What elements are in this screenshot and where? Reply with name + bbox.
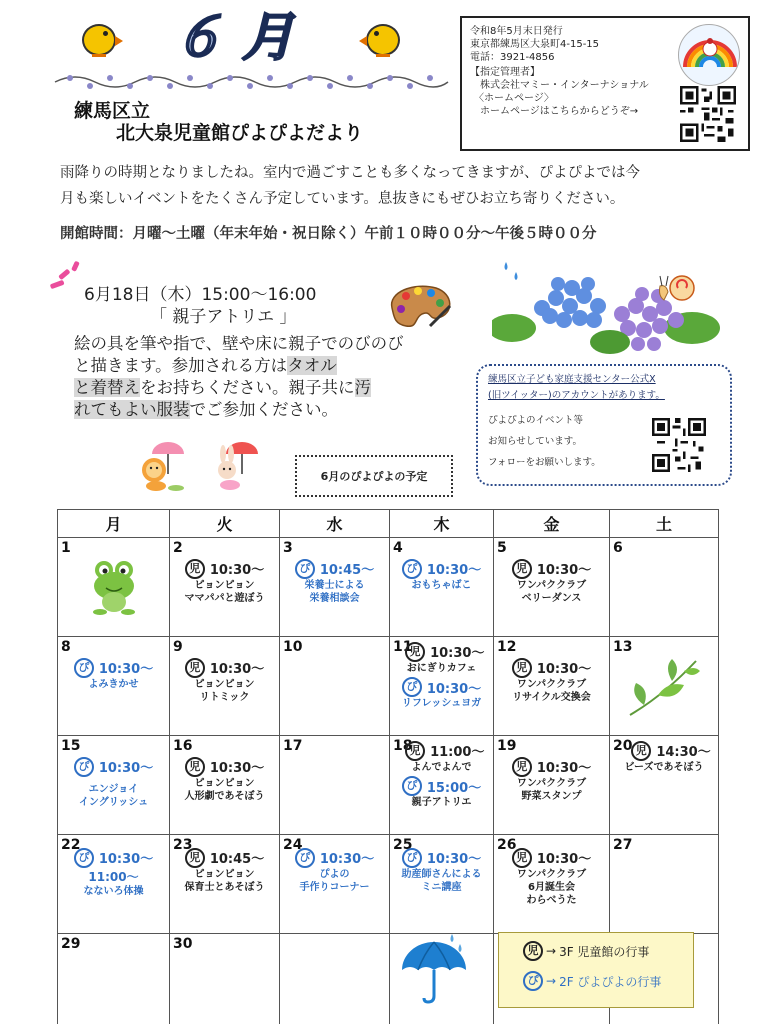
day-number: 16 <box>173 738 193 754</box>
legend-piyopiyo-text: 2F ぴよぴよの行事 <box>559 974 662 989</box>
event-name-2: ミニ講座 <box>421 881 462 893</box>
event-time: 10:30～ <box>98 761 154 776</box>
event-entry <box>61 657 166 678</box>
event-desc-highlight-dirty: 汚 <box>354 378 371 397</box>
day-number: 5 <box>497 540 507 556</box>
event-time: 14:30～ <box>656 745 711 760</box>
event-desc-highlight-towel: タオル <box>287 356 337 375</box>
event-entry <box>61 847 166 868</box>
day-cell-26 <box>494 835 610 934</box>
day-cell-12 <box>494 637 610 736</box>
day-number: 25 <box>393 837 413 853</box>
day-number: 26 <box>497 837 517 853</box>
x-box-title1: 練馬区立子ども家庭支援センター公式X <box>488 374 656 385</box>
jidokan-badge-icon: 児 <box>631 741 651 761</box>
event-time: 15:00～ <box>426 780 482 796</box>
day-number: 8 <box>61 639 71 655</box>
event-time: 10:30～ <box>209 662 265 677</box>
jidokan-badge-icon: 児 <box>405 642 425 662</box>
day-number: 15 <box>61 738 81 754</box>
jidokan-badge-icon: 児 <box>405 741 425 761</box>
event-description <box>74 333 420 421</box>
piyopiyo-badge-icon: ぴ <box>295 848 315 868</box>
intro-line2: 月も楽しいイベントをたくさん予定しています。息抜きにもぜひお立ち寄りください。 <box>60 191 625 207</box>
event-time: 10:30～ <box>98 662 154 677</box>
event-name-2: イングリッシュ <box>78 796 149 808</box>
event-desc-c: をお持ちください。親子共に <box>140 378 355 397</box>
calendar-week-3 <box>58 736 719 835</box>
event-name: ワンパククラブ <box>516 777 587 789</box>
homepage-link[interactable]: ホームページはこちらからどうぞ→ <box>480 106 639 117</box>
day-cell-18 <box>390 736 494 835</box>
event-name-3: わらべうた <box>526 894 577 906</box>
day-cell-29 <box>58 934 170 1024</box>
day-number: 24 <box>283 837 303 853</box>
event-time: 10:30～ <box>319 852 375 867</box>
accent-marks <box>48 260 88 300</box>
event-name-2: リトミック <box>199 691 250 703</box>
event-name: よみきかせ <box>88 678 139 690</box>
event-time: 10:30～ <box>209 563 265 578</box>
event-name: 助産師さんによる <box>401 868 482 880</box>
day-number: 20 <box>613 738 633 754</box>
piyopiyo-badge-icon: ぴ <box>402 677 422 697</box>
org-line1: 練馬区立 <box>74 100 151 122</box>
day-number: 12 <box>497 639 517 655</box>
event-name-2: ベリーダンス <box>521 592 582 604</box>
event-name: おもちゃばこ <box>411 579 472 591</box>
event-name: よんでよんで <box>411 761 472 773</box>
legend <box>498 932 694 1008</box>
day-number: 6 <box>613 540 623 556</box>
event-time: 10:30～ <box>430 646 485 661</box>
event-desc-a: 絵の具を筆や指で、壁や床に親子でのび <box>74 334 371 353</box>
hydrangea-illustration <box>492 258 722 358</box>
day-cell-4 <box>390 538 494 637</box>
event-desc-b: のびと描きます。参加される方は <box>74 334 404 375</box>
event-name-2: 野菜スタンプ <box>521 790 582 802</box>
calendar-week-4 <box>58 835 719 934</box>
event-time: 10:30～ <box>536 761 592 776</box>
paint-palette-icon <box>384 280 456 330</box>
day-cell-6 <box>610 538 719 637</box>
day-number: 22 <box>61 837 81 853</box>
event-entry-2 <box>393 677 490 698</box>
event-entry <box>497 558 606 579</box>
homepage-qr-code[interactable] <box>680 86 736 142</box>
day-number: 18 <box>393 738 413 754</box>
event-time-2: 11:00～ <box>88 869 139 884</box>
event-entry <box>173 847 276 868</box>
event-name: なないろ体操 <box>83 885 144 897</box>
legend-jidokan-text: 3F 児童館の行事 <box>559 944 650 959</box>
day-cell-22 <box>58 835 170 934</box>
day-cell-24 <box>280 835 390 934</box>
intro-line1: 雨降りの時期となりましたね。室内で過ごすことも多くなってきますが、ぴよぴよでは今 <box>60 165 640 181</box>
day-cell-2 <box>170 538 280 637</box>
day-cell-15 <box>58 736 170 835</box>
event-entry <box>497 847 606 868</box>
event-entry <box>173 558 276 579</box>
homepage-label: 〈ホームページ〉 <box>474 93 554 104</box>
day-cell-17 <box>280 736 390 835</box>
day-cell-3 <box>280 538 390 637</box>
event-time: 10:30～ <box>536 563 592 578</box>
day-cell-27 <box>610 835 719 934</box>
day-cell-23 <box>170 835 280 934</box>
x-box-body1: ぴよぴよのイベント等 <box>488 415 584 426</box>
event-time: 10:30～ <box>536 662 592 677</box>
event-entry <box>283 558 386 579</box>
empty-cell <box>280 934 390 1024</box>
event-time: 10:30～ <box>426 852 482 867</box>
day-number: 1 <box>61 540 71 556</box>
event-name-2: 人形劇であそぼう <box>184 790 265 802</box>
piyopiyo-badge-icon: ぴ <box>523 971 543 991</box>
event-name: ワンパククラブ <box>516 868 587 880</box>
jidokan-badge-icon: 児 <box>185 757 205 777</box>
day-number: 4 <box>393 540 403 556</box>
day-number: 13 <box>613 639 633 655</box>
event-entry <box>497 657 606 678</box>
event-time: 11:00～ <box>430 745 485 760</box>
jidokan-badge-icon: 児 <box>512 559 532 579</box>
event-name: ぴよの <box>319 868 350 880</box>
opening-hours: 開館時間：月曜～土曜（年末年始・祝日除く）午前１０時００分～午後５時００分 <box>60 226 597 242</box>
x-box-title2: (旧ツイッター)のアカウントがあります。 <box>488 390 665 401</box>
day-cell-10 <box>280 637 390 736</box>
event-name: 栄養士による <box>304 579 365 591</box>
event-name: ビーズであそぼう <box>624 761 704 773</box>
event-name: おにぎりカフェ <box>406 662 477 674</box>
day-cell-30 <box>170 934 280 1024</box>
jidokan-badge-icon: 児 <box>512 848 532 868</box>
event-name: ピョンピョン <box>194 678 255 690</box>
event-date: 6月18日（木）15:00～16:00 <box>84 285 317 305</box>
manager-label: 【指定管理者】 <box>470 67 540 78</box>
event-time: 10:45～ <box>209 852 265 867</box>
org-name <box>74 100 434 144</box>
day-cell-19 <box>494 736 610 835</box>
event-name-2: 手作りコーナー <box>299 881 370 893</box>
day-number: 9 <box>173 639 183 655</box>
piyopiyo-badge-icon: ぴ <box>402 776 422 796</box>
event-entry <box>393 740 490 761</box>
manager-name: 株式会社マミー・インターナショナル <box>480 80 649 91</box>
jidokan-badge-icon: 児 <box>512 658 532 678</box>
event-entry <box>393 558 490 579</box>
event-entry <box>393 641 490 662</box>
x-box-body2: お知らせしています。 <box>488 436 582 447</box>
day-cell-8 <box>58 637 170 736</box>
piyopiyo-badge-icon: ぴ <box>402 559 422 579</box>
header-tue: 火 <box>170 510 280 538</box>
event-name: ワンパククラブ <box>516 678 587 690</box>
legend-row-piyopiyo <box>523 971 683 991</box>
day-number: 10 <box>283 639 303 655</box>
frog-icon <box>84 556 144 616</box>
leaf-icon <box>624 655 704 719</box>
piyopiyo-badge-icon: ぴ <box>402 848 422 868</box>
day-number: 3 <box>283 540 293 556</box>
x-account-qr-code[interactable] <box>652 418 706 472</box>
event-entry-2 <box>393 776 490 797</box>
event-time: 10:30～ <box>426 563 482 578</box>
event-name: ピョンピョン <box>194 868 255 880</box>
event-name: 親子アトリエ <box>411 797 472 808</box>
event-time: 10:30～ <box>98 852 154 867</box>
event-entry <box>61 756 166 777</box>
day-cell-9 <box>170 637 280 736</box>
event-time: 10:30～ <box>536 852 592 867</box>
jidokan-badge-icon: 児 <box>512 757 532 777</box>
calendar-week-1 <box>58 538 719 637</box>
phone: 電話：3921-4856 <box>470 52 555 63</box>
calendar-header-row <box>58 510 719 538</box>
event-entry <box>173 657 276 678</box>
event-name-2: ママパパと遊ぼう <box>184 592 265 604</box>
day-cell-16 <box>170 736 280 835</box>
jidokan-badge-icon: 児 <box>185 559 205 579</box>
event-title: 「 親子アトリエ 」 <box>150 307 297 327</box>
event-time: 10:45～ <box>319 563 375 578</box>
arrow-right-icon: → <box>546 974 557 988</box>
issued-date: 令和8年5月末日発行 <box>470 26 563 37</box>
header-fri: 金 <box>494 510 610 538</box>
event-entry <box>283 847 386 868</box>
day-number: 30 <box>173 936 193 952</box>
chick-icon-right <box>362 18 404 60</box>
event-desc-d: でご参加ください。 <box>189 400 338 419</box>
address: 東京都練馬区大泉町4-15-15 <box>470 39 600 50</box>
mammy-logo <box>678 24 740 86</box>
day-number: 2 <box>173 540 183 556</box>
header-sat: 土 <box>610 510 719 538</box>
day-number: 23 <box>173 837 193 853</box>
calendar-week-2 <box>58 637 719 736</box>
rabbit-umbrella-character <box>210 440 262 492</box>
schedule-label: 6月のぴよぴよの予定 <box>295 455 453 497</box>
day-number: 19 <box>497 738 517 754</box>
day-cell-5 <box>494 538 610 637</box>
event-entry <box>393 847 490 868</box>
day-cell-13 <box>610 637 719 736</box>
header-wed: 水 <box>280 510 390 538</box>
event-desc-highlight-clothes: れてもよい服装 <box>74 400 190 419</box>
event-entry <box>173 756 276 777</box>
chick-icon-left <box>78 18 120 60</box>
legend-row-jidokan <box>523 941 683 961</box>
event-name: エンジョイ <box>88 783 139 795</box>
day-number: 17 <box>283 738 303 754</box>
piyopiyo-badge-icon: ぴ <box>74 848 94 868</box>
intro-text <box>60 160 740 212</box>
header-mon: 月 <box>58 510 170 538</box>
event-name-2: 6月誕生会 <box>528 881 575 893</box>
org-line2: 北大泉児童館ぴよぴよだより <box>116 122 364 144</box>
x-box-body3: フォローをお願いします。 <box>488 457 601 468</box>
day-number: 11 <box>393 639 413 655</box>
event-desc-highlight-change: と着替え <box>74 378 140 397</box>
day-number: 29 <box>61 936 81 952</box>
day-cell-11 <box>390 637 494 736</box>
piyopiyo-badge-icon: ぴ <box>74 757 94 777</box>
lion-umbrella-character <box>136 440 188 492</box>
event-name-2: 保育士とあそぼう <box>184 881 265 893</box>
header-thu: 木 <box>390 510 494 538</box>
piyopiyo-badge-icon: ぴ <box>74 658 94 678</box>
day-cell-1 <box>58 538 170 637</box>
jidokan-badge-icon: 児 <box>185 848 205 868</box>
event-name: ワンパククラブ <box>516 579 587 591</box>
event-time: 10:30～ <box>426 681 482 697</box>
day-cell-20 <box>610 736 719 835</box>
umbrella-icon <box>398 932 470 1004</box>
month-title: ６月 <box>172 8 313 68</box>
jidokan-badge-icon: 児 <box>523 941 543 961</box>
event-entry <box>497 756 606 777</box>
event-name-2: リサイクル交換会 <box>512 691 591 703</box>
event-time: 10:30～ <box>209 761 265 776</box>
event-name: ピョンピョン <box>194 579 255 591</box>
piyopiyo-badge-icon: ぴ <box>295 559 315 579</box>
event-name-2: 栄養相談会 <box>309 592 360 604</box>
day-number: 27 <box>613 837 633 853</box>
event-name: ピョンピョン <box>194 777 255 789</box>
vine-divider <box>50 70 450 94</box>
event-name: リフレッシュヨガ <box>401 698 482 709</box>
day-cell-25 <box>390 835 494 934</box>
jidokan-badge-icon: 児 <box>185 658 205 678</box>
arrow-right-icon: → <box>546 944 557 958</box>
